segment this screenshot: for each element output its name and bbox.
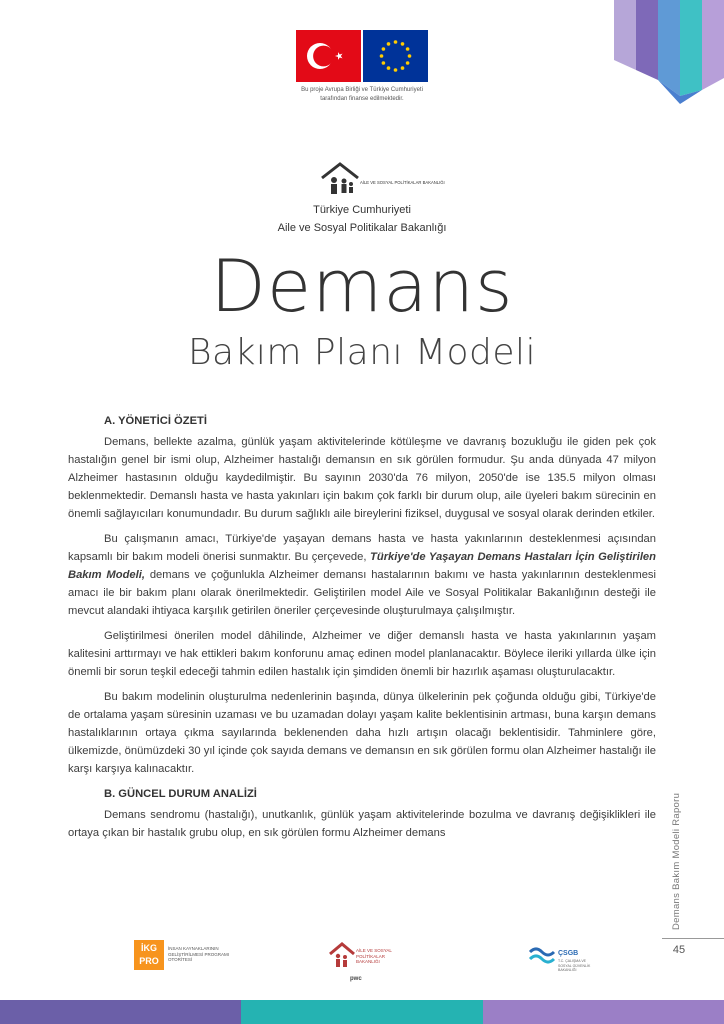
- ikg-pro-logo: [134, 940, 244, 976]
- page-title: Demans: [210, 244, 514, 328]
- report-title-vertical: Demans Bakım Modeli Raporu: [671, 792, 682, 930]
- paragraph-2-tail: demans ve çoğunlukla Alzheimer demansı hastalarının bakımı ve hasta yakınlarının desteklenmesi amacı ile bir bakım planı olarak önerilmektedir. Geliştirilen model Aile ve Sosyal Politikalar Bakanlığının desteği ile mevcut alandaki ihtiyaca karşılık getirilen öneriler çerçevesinde oluşturulmaya çalışılmıştır.: [68, 569, 656, 617]
- page-subtitle: Bakım Planı Modeli: [187, 332, 537, 373]
- csgb-wave-icon: [528, 944, 556, 966]
- bar-segment-teal: [241, 1000, 483, 1024]
- csgb-title: ÇSGB: [558, 950, 579, 957]
- section-a-paragraph-4: Bu bakım modelinin oluşturulma nedenlerinin başında, dünya ülkelerinin pek çoğunda olduğu gibi, Türkiye'de de ortalama yaşam süresinin uzaması ve bu uzamadan dolayı yaşam kalite beklentisinin artması, buna karşın demans hastalıklarının ortaya çıkma sayılarında beklenenden daha hızlı artışın olacağı beklentisidir. Tahminlere göre, ülkemizde, önümüzdeki 30 yıl içinde çok sayıda demans ve demansın en sık görülen formu olan Alzheimer hastalığı ile karşı karşıya kalınacaktır.: [68, 691, 656, 775]
- bottom-color-bar: [0, 1000, 724, 1024]
- csgb-text: T.C. ÇALIŞMA VE SOSYAL GÜVENLİK BAKANLIĞI: [558, 959, 591, 972]
- ministry-logo: [320, 160, 445, 200]
- page-number: 45: [672, 944, 686, 956]
- flags-logo: [296, 30, 428, 82]
- funding-line-2: tarafından finanse edilmektedir.: [320, 96, 404, 102]
- funding-line-1: Bu proje Avrupa Birliği ve Türkiye Cumhuriyeti: [301, 87, 423, 93]
- bar-segment-purple: [0, 1000, 241, 1024]
- ministry-line-2: Aile ve Sosyal Politikalar Bakanlığı: [277, 222, 447, 234]
- ikg-logo-mark: İKG PRO: [134, 940, 164, 970]
- sidebar-report-title: [668, 760, 688, 930]
- csgb-logo: [528, 940, 598, 976]
- corner-decoration: [614, 0, 724, 110]
- eu-flag-icon: [363, 30, 428, 82]
- ministry-footer-text: AİLE VE SOSYAL POLİTİKALAR BAKANLIĞI: [356, 948, 392, 964]
- turkey-flag-icon: [296, 30, 361, 82]
- model-name-emphasis: Türkiye'de Yaşayan Demans Hastaları İçin Geliştirilen Bakım Modeli,: [68, 551, 656, 581]
- pwc-logo: pwc: [350, 976, 362, 982]
- section-a-heading: A. YÖNETİCİ ÖZETİ: [104, 415, 207, 427]
- section-a-paragraph-2: [68, 530, 656, 620]
- paragraph-2-lead: Bu çalışmanın amacı, Türkiye'de yaşayan demans hasta ve hasta yakınlarının desteklenmesi açısından kapsamlı bir bakım modeli önerisi sunmaktır. Bu çerçevede,: [68, 533, 656, 563]
- ministry-line-1: Türkiye Cumhuriyeti: [313, 204, 411, 216]
- bar-segment-violet: [483, 1000, 724, 1024]
- ministry-footer-logo: [328, 940, 408, 986]
- ministry-logo-text: AİLE VE SOSYAL POLİTİKALAR BAKANLIĞI: [360, 180, 445, 185]
- document-body: [68, 412, 656, 849]
- section-a-paragraph-1: Demans, bellekte azalma, günlük yaşam aktivitelerinde kötüleşme ve davranış bozukluğu ile giden pek çok hastalığın genel bir ismi olup, Alzheimer hastalığı demansın en sık görülen formudur. Şu anda dünyada 47 milyon Alzheimer hastasının olduğu kaydedilmiştir. Bu sayının 2030'da 76 milyon, 2050'de ise 135.5 milyon olması beklenmektedir. Demanslı hasta ve hasta yakınları için bakım çok farklı bir durum olup, aile üyeleri bakım sürecinin en önemli sağlayıcıları konumundadır. Bu durum sağlıklı aile bireylerini fiziksel, duygusal ve sosyal olarak derinden etkiler.: [68, 436, 656, 520]
- ministry-text: [212, 201, 512, 237]
- page-number-rule: [662, 938, 724, 939]
- section-a-paragraph-3: Geliştirilmesi önerilen model dâhilinde, Alzheimer ve diğer demanslı hasta ve hasta yakınlarının yaşam kalitesini arttırmayı ve hak ettikleri bakım konforunu amaç edinen model planlanacaktır. Böylece ileriki yıllarda ülke için önemli bir sorun teşkil edeceği tahmin edilen hastalık için şimdiden önemli bir hazırlık aşaması oluşturulacaktır.: [68, 630, 656, 678]
- ikg-logo-text: İNSAN KAYNAKLARININ GELİŞTİRİLMESİ PROGRAMI OTORİTESİ: [168, 946, 230, 962]
- section-b-heading: B. GÜNCEL DURUM ANALİZİ: [104, 788, 257, 800]
- ministry-house-icon: [328, 940, 356, 970]
- section-b-paragraph-1: Demans sendromu (hastalığı), unutkanlık, günlük yaşam aktivitelerinde bozulma ve davranış değişiklikleri ile ortaya çıkan bir hastalık grubu olup, en sık görülen formu Alzheimer demans: [68, 809, 656, 839]
- funding-note: [262, 86, 462, 104]
